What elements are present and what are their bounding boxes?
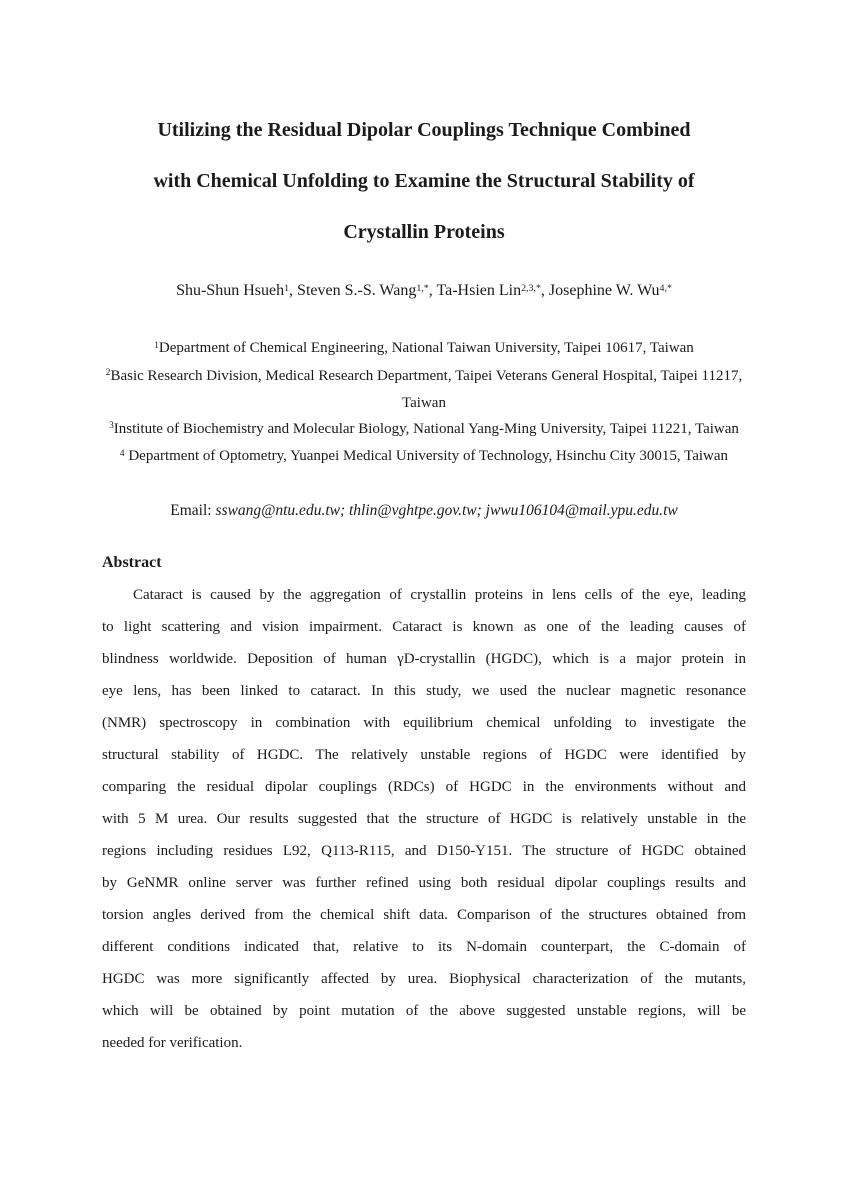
abstract-text-line: (NMR) spectroscopy in combination with equilibrium chemical unfolding to investigate the <box>102 714 746 731</box>
abstract-text-line: HGDC was more significantly affected by urea. Biophysical characterization of the mutants, <box>102 970 746 987</box>
abstract-text-line: Cataract is caused by the aggregation of crystallin proteins in lens cells of the eye, leading <box>133 586 746 603</box>
abstract-text-line: comparing the residual dipolar couplings (RDCs) of HGDC in the environments without and <box>102 778 746 795</box>
superscript: 4 <box>119 448 125 459</box>
affiliation-4 <box>102 444 746 472</box>
text-part: Institute of Biochemistry and Molecular Biology, National Yang-Ming University, Taipei 11221, Taiwan <box>113 420 739 437</box>
italic-text: sswang@ntu.edu.tw; thlin@vghtpe.gov.tw; jwwu106104@mail.ypu.edu.tw <box>215 501 678 519</box>
abstract-text-line: to light scattering and vision impairment. Cataract is known as one of the leading causes of <box>102 618 746 635</box>
email-line <box>102 499 746 523</box>
text-part: Department of Chemical Engineering, National Taiwan University, Taipei 10617, Taiwan <box>158 340 694 356</box>
text-part: Department of Optometry, Yuanpei Medical University of Technology, Hsinchu City 30015, Taiwan <box>124 448 729 464</box>
abstract-text-line: different conditions indicated that, relative to its N-domain counterpart, the C-domain of <box>102 938 746 955</box>
affiliations-block <box>102 336 746 472</box>
paper-title-line: Utilizing the Residual Dipolar Couplings Technique Combined <box>157 119 691 141</box>
superscript: 1,* <box>416 282 429 294</box>
superscript: 1 <box>154 340 159 351</box>
affiliation-3 <box>102 417 746 445</box>
text-part: , Ta-Hsien Lin <box>428 282 522 299</box>
abstract-text-line: needed for verification. <box>102 1034 243 1051</box>
paper-title <box>102 105 746 258</box>
text-part: Basic Research Division, Medical Research Department, Taipei Veterans General Hospital, Taipei 11217, Taiwan <box>110 367 743 411</box>
abstract-heading: Abstract <box>102 553 162 571</box>
superscript: 2,3,* <box>521 282 541 294</box>
text-part: Shu-Shun Hsueh <box>176 282 285 299</box>
superscript: 4,* <box>659 282 672 294</box>
abstract-text-line: structural stability of HGDC. The relatively unstable regions of HGDC were identified by <box>102 746 746 763</box>
abstract-text <box>102 579 746 1059</box>
text-part: Email: <box>170 501 216 519</box>
abstract-text-line: with 5 M urea. Our results suggested that the structure of HGDC is relatively unstable in the <box>102 810 746 827</box>
paper-title-line: Crystallin Proteins <box>343 221 505 243</box>
superscript: 2 <box>105 368 111 379</box>
abstract-text-line: by GeNMR online server was further refined using both residual dipolar couplings results and <box>102 874 746 891</box>
paper-title-line: with Chemical Unfolding to Examine the Structural Stability of <box>153 170 695 192</box>
abstract-text-line: blindness worldwide. Deposition of human γD-crystallin (HGDC), which is a major protein in <box>102 650 746 667</box>
abstract-text-line: regions including residues L92, Q113-R115, and D150-Y151. The structure of HGDC obtained <box>102 842 746 859</box>
authors-line <box>102 280 746 304</box>
affiliation-1 <box>102 336 746 364</box>
text-part: , Steven S.-S. Wang <box>289 282 417 299</box>
abstract-text-line: torsion angles derived from the chemical shift data. Comparison of the structures obtained from <box>102 906 746 923</box>
superscript: 1 <box>284 282 290 294</box>
text-part: , Josephine W. Wu <box>540 282 660 299</box>
affiliation-2 <box>102 364 746 417</box>
superscript: 3 <box>109 421 114 432</box>
abstract-text-line: which will be obtained by point mutation of the above suggested unstable regions, will be <box>102 1002 746 1019</box>
abstract-text-line: eye lens, has been linked to cataract. In this study, we used the nuclear magnetic resonance <box>102 682 746 699</box>
